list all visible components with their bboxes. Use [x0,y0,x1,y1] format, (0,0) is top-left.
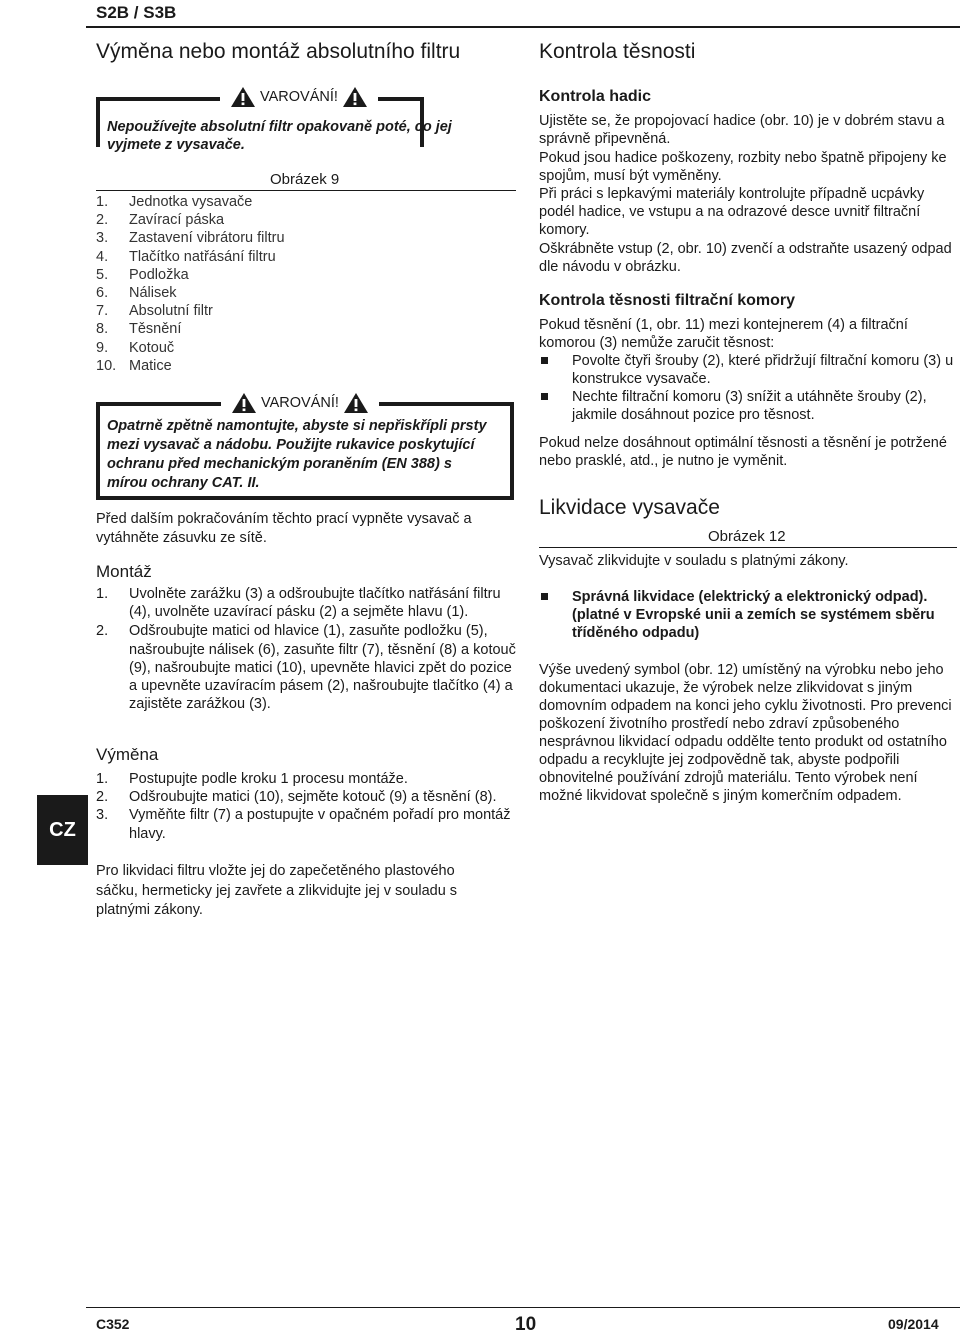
square-bullet-icon [541,593,548,600]
warning-box-2-title [221,392,379,414]
vymena-step: 3. Vyměňte filtr (7) a postupujte v opačném pořadí pro montáž hlavy. [96,807,511,842]
montaz-steps [96,585,521,713]
chamber-bullet: Nechte filtrační komoru (3) snížit a utáhněte šrouby (2), jakmile dosáhnout pozice pro těsnost. [539,388,959,424]
warning-label: VAROVÁNÍ! [261,395,339,411]
square-bullet-icon [541,393,548,400]
hoses-paragraph-3: Při práci s lepkavými materiály kontrolujte případně ucpávky podél hadice, ve vstupu a na odrazové desce uvnitř filtrační komory. [539,186,925,238]
warning-1-text: Nepoužívejte absolutní filtr opakovaně poté, co jej vyjmete z vysavače. [107,119,452,153]
chamber-heading: Kontrola těsnosti filtrační komory [539,292,796,309]
figure-12-label: Obrázek 12 [708,528,786,545]
chamber-paragraph-2: Pokud nelze dosáhnout optimální těsnosti a těsnění je potržené nebo prasklé, atd., je nutno je vyměnit. [539,435,947,469]
montaz-heading: Montáž [96,562,152,581]
parts-list [96,193,396,375]
vymena-step: 2. Odšroubujte matici (10), sejměte kotouč (9) a těsnění (8). [96,789,497,806]
hoses-paragraph-2: Pokud jsou hadice poškozeny, rozbity nebo špatně připojeny ke spojům, musí být vyměněny. [539,150,947,184]
parts-list-item: 6. Nálisek [96,285,177,302]
chamber-bullets [539,352,959,424]
before-work-text: Před dalším pokračováním těchto prací vypněte vysavač a vytáhněte zásuvku ze sítě. [96,511,472,546]
warning-box-1-title [220,86,378,108]
warning-triangle-icon [342,86,368,108]
vymena-steps [96,770,521,843]
parts-list-item: 2. Zavírací páska [96,212,225,229]
montaz-step: 1. Uvolněte zarážku (3) a odšroubujte tlačítko natřásání filtru (4), uvolněte uzavírací pásku (2) a sejměte hlavu (1). [96,586,501,621]
left-section-title: Výměna nebo montáž absolutního filtru [96,40,461,63]
figure-9-label: Obrázek 9 [270,171,340,188]
parts-list-item: 4. Tlačítko natřásání filtru [96,248,276,265]
chamber-paragraph-1: Pokud těsnění (1, obr. 11) mezi kontejnerem (4) a filtrační komorou (3) nemůže zaručit těsnost: [539,317,908,351]
parts-list-item: 1. Jednotka vysavače [96,194,253,210]
disposal-paragraph-1: Vysavač zlikvidujte v souladu s platnými zákony. [539,553,849,569]
right-section-title: Kontrola těsnosti [539,40,696,63]
vymena-step: 1. Postupujte podle kroku 1 procesu montáže. [96,771,408,787]
doc-date: 09/2014 [888,1316,939,1332]
header-rule [86,26,960,28]
warning-triangle-icon [230,86,256,108]
disposal-bullet: Správná likvidace (elektrický a elektronický odpad). (platné v Evropské unii a zemích se systémem sběru tříděného odpadu) [539,588,959,642]
page-number: 10 [515,1314,537,1335]
warning-triangle-icon [343,392,369,414]
montaz-step: 2. Odšroubujte matici od hlavice (1), zasuňte podložku (5), našroubujte nálisek (6), zasuňte filtr (7), těsnění (8) a kotouč (9), našroubujte matici (10), upevněte hlavici zpět do pozice a upevněte uzavíracím pásem (2), našroubujte tlačítko (4) a zajistěte zarážkou (3). [96,623,516,713]
disposal-paragraph-2: Výše uvedený symbol (obr. 12) umístěný na výrobku nebo jeho dokumentaci ukazuje, že výrobek nelze zlikvidovat s jiným domovním odpadem na konci jeho cyklu životnosti. Pro prevenci poškození životního prostředí nebo zdraví způsobeného nesprávnou likvidací odpadu oddělte tento produkt od ostatního odpadu a recyklujte jej zodpovědně tak, abyste podpořili obnovitelné používání zdrojů materiálu. Tento výrobek není možné likvidovat společně s jiným komerčním odpadem. [539,662,952,804]
hoses-paragraph-4: Oškrábněte vstup (2, obr. 10) zvenčí a odstraňte usazený odpad dle návodu v obrázku. [539,241,952,275]
parts-list-item: 8. Těsnění [96,321,182,338]
footer-rule [86,1307,960,1308]
model-label: S2B / S3B [96,3,177,22]
hoses-heading: Kontrola hadic [539,88,652,105]
doc-code: C352 [96,1316,130,1332]
warning-triangle-icon [231,392,257,414]
parts-list-item: 9. Kotouč [96,339,175,356]
hoses-paragraph-1: Ujistěte se, že propojovací hadice (obr. 10) je v dobrém stavu a správně připevněná. [539,113,945,147]
language-tab: CZ [37,795,88,865]
figure-9-rule [96,190,516,191]
figure-12-rule [539,547,957,548]
warning-label: VAROVÁNÍ! [260,89,338,105]
filter-disposal-text: Pro likvidaci filtru vložte jej do zapečetěného plastového sáčku, hermeticky jej zavřete a zlikvidujte jej v souladu s platnými zákony. [96,863,458,918]
vymena-heading: Výměna [96,745,159,764]
parts-list-item: 7. Absolutní filtr [96,303,213,320]
parts-list-item: 10. Matice [96,357,172,374]
parts-list-item: 5. Podložka [96,266,189,283]
parts-list-item: 3. Zastavení vibrátoru filtru [96,230,285,247]
chamber-bullet: Povolte čtyři šrouby (2), které přidržují filtrační komoru (3) u konstrukce vysavače. [539,352,959,388]
disposal-bullets [539,588,959,642]
square-bullet-icon [541,357,548,364]
disposal-heading: Likvidace vysavače [539,496,720,519]
warning-2-text: Opatrně zpětně namontujte, abyste si nepřiskřípli prsty mezi vysavač a nádobu. Použijte rukavice poskytující ochranu před mechanickým poraněním (EN 388) s mírou ochrany CAT. II. [107,418,487,491]
